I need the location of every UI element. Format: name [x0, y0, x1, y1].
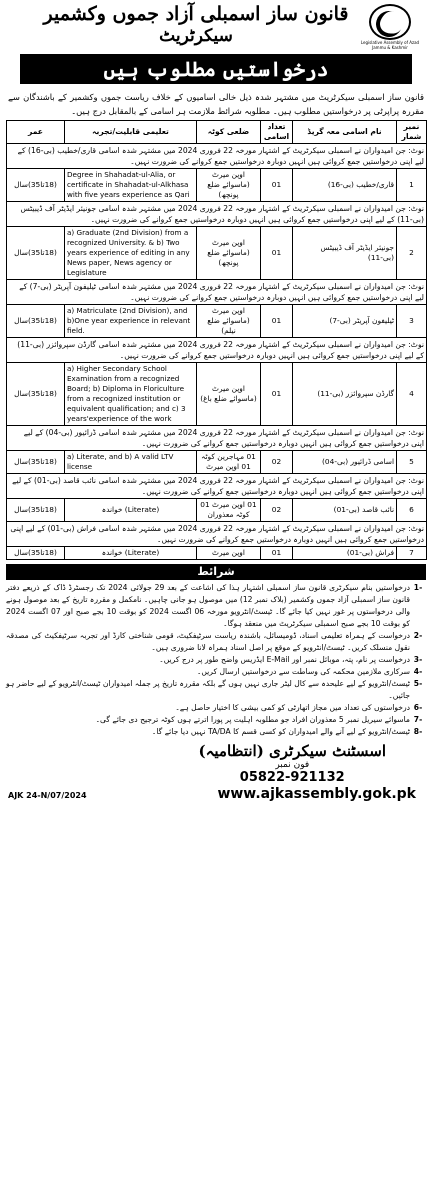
- term-number: -2: [413, 631, 423, 640]
- section-title: شرائط: [6, 564, 426, 580]
- term-item: [6, 726, 426, 738]
- intro-paragraph: قانون ساز اسمبلی سیکرٹریٹ میں مشتہر شدہ ذیل خالی اسامیوں کے خلاف ریاست جموں وکشمیر کے باشندگان سے مقررہ پراپرٹی پر درخواستیں مطلوب ہیں۔ مطلوبہ شرائط ملازمت ہر اسامی کے بالمقابل درج ہیں۔: [8, 92, 424, 116]
- footer: [6, 740, 426, 804]
- serial-cell: 5: [397, 451, 427, 474]
- post-cell: جونیئر ایڈیٹر آف ڈیبیٹس (بی-11): [293, 227, 397, 280]
- term-text: درخواست کے ہمراہ تعلیمی اسناد، ڈومیسائل، باشندہ ریاست سرٹیفکیٹ، قومی شناختی کارڈ اور تجربہ سرٹیفکیٹ کی مصدقہ نقول منسلک کریں۔ ٹیسٹ/انٹرویو کے موقع پر اصل اسناد ہمراہ لانا ضروری ہیں۔: [6, 631, 410, 652]
- post-cell: نائب قاصد (بی-01): [293, 499, 397, 522]
- table-body: [7, 144, 427, 560]
- term-number: -3: [413, 655, 423, 664]
- vacancy-table: [6, 120, 427, 560]
- terms-list: [6, 582, 426, 738]
- term-item: [6, 678, 426, 702]
- qualification-cell: (Literate) خواندہ: [65, 547, 197, 560]
- reference-number: AJK 24-N/07/2024: [8, 791, 87, 800]
- serial-cell: 6: [397, 499, 427, 522]
- serial-cell: 7: [397, 547, 427, 560]
- note-text: نوٹ: جن امیدواران نے اسمبلی سیکرٹریٹ کے اشتہار مورخہ 22 فروری 2024 میں مشتہر شدہ اسامی جونیئر ایڈیٹر آف ڈیبیٹس (بی-11) کے لیے اپنی درخواستیں جمع کروائی ہیں انہیں دوبارہ درخواستیں جمع کروانے کی ضرورت نہیں۔: [7, 202, 427, 227]
- header-count: تعداد اسامی: [261, 121, 293, 144]
- post-cell: گارڈن سپروائزر (بی-11): [293, 363, 397, 426]
- website-link[interactable]: www.ajkassembly.gok.pk: [217, 786, 416, 802]
- note-row: [7, 144, 427, 169]
- table-row: [7, 363, 427, 426]
- note-row: [7, 338, 427, 363]
- term-number: -8: [413, 727, 423, 736]
- note-row: [7, 202, 427, 227]
- qualification-cell: (Literate) خواندہ: [65, 499, 197, 522]
- serial-cell: 4: [397, 363, 427, 426]
- term-item: [6, 582, 426, 630]
- table-row: [7, 547, 427, 560]
- term-number: -7: [413, 715, 423, 724]
- crescent-logo-icon: [369, 4, 411, 40]
- table-row: [7, 227, 427, 280]
- term-text: ٹیسٹ/انٹرویو کے لیے آنے والے امیدواران کو کسی قسم کا TA/DA نہیں دیا جائے گا۔: [151, 727, 410, 736]
- post-cell: فراش (بی-01): [293, 547, 397, 560]
- term-item: [6, 630, 426, 654]
- signature-block: [199, 742, 386, 785]
- term-number: -5: [413, 679, 423, 688]
- quota-cell: 01 مہاجرین کوٹہ 01 اوپن میرٹ: [197, 451, 261, 474]
- qualification-cell: Degree in Shahadat-ul-Alia, or certificate in Shahadat-ul-Alkhasa with five years experience as Qari: [65, 169, 197, 202]
- age-cell: (18تا35)سال: [7, 451, 65, 474]
- term-number: -4: [413, 667, 423, 676]
- logo-caption: Legislative Assembly of Azad Jammu & Kashmir: [360, 40, 420, 50]
- signatory-title: اسسٹنٹ سیکرٹری (انتظامیہ): [198, 742, 386, 760]
- note-text: نوٹ: جن امیدواران نے اسمبلی سیکرٹریٹ کے اشتہار مورخہ 22 فروری 2024 میں مشتہر شدہ اسامی قاری/خطیب (بی-16) کے لیے اپنی درخواستیں جمع کروائی ہیں انہیں دوبارہ درخواستیں جمع کروانے کی ضرورت نہیں۔: [7, 144, 427, 169]
- term-item: [6, 714, 426, 726]
- term-number: -1: [413, 583, 423, 592]
- count-cell: 01: [261, 547, 293, 560]
- age-cell: (18تا35)سال: [7, 305, 65, 338]
- note-row: [7, 474, 427, 499]
- term-item: [6, 666, 426, 678]
- post-cell: قاری/خطیب (بی-16): [293, 169, 397, 202]
- quota-cell: 01 اوپن میرٹ 01 کوٹہ معذوران: [197, 499, 261, 522]
- term-text: درخواستوں کی تعداد میں مجاز اتھارٹی کو کمی بیشی کا اختیار حاصل ہے۔: [175, 703, 410, 712]
- age-cell: (18تا35)سال: [7, 547, 65, 560]
- note-text: نوٹ: جن امیدواران نے اسمبلی سیکرٹریٹ کے اشتہار مورخہ 22 فروری 2024 میں مشتہر شدہ اسامی گارڈن سپروائزر (بی-11) کے لیے اپنی درخواستیں جمع کروائی ہیں انہیں دوبارہ درخواستیں جمع کروانے کی ضرورت نہیں۔: [7, 338, 427, 363]
- count-cell: 01: [261, 363, 293, 426]
- quota-cell: اوپن میرٹ (ماسوائے ضلع نیلم): [197, 305, 261, 338]
- note-row: [7, 522, 427, 547]
- post-cell: ٹیلیفون آپریٹر (بی-7): [293, 305, 397, 338]
- quota-cell: اوپن میرٹ (ماسوائے ضلع پونچھ): [197, 227, 261, 280]
- phone-label: فون نمبر: [275, 760, 310, 770]
- note-row: [7, 280, 427, 305]
- table-row: [7, 499, 427, 522]
- term-text: ماسوائے سیریل نمبر 5 معذوران افراد جو مطلوبہ اہلیت پر پورا اترتے ہوں کوٹہ ترجیح دی جائے گی۔: [95, 715, 410, 724]
- serial-cell: 2: [397, 227, 427, 280]
- serial-cell: 3: [397, 305, 427, 338]
- age-cell: (18تا35)سال: [7, 227, 65, 280]
- term-text: درخواست پر نام، پتہ، موبائل نمبر اور E-Mail ایڈریس واضح طور پر درج کریں۔: [159, 655, 410, 664]
- age-cell: (18تا35)سال: [7, 363, 65, 426]
- age-cell: (18تا35)سال: [7, 499, 65, 522]
- quota-cell: اوپن میرٹ (ماسوائے ضلع باغ): [197, 363, 261, 426]
- qualification-cell: a) Matriculate (2nd Division), and b)One year experience in relevant field.: [65, 305, 197, 338]
- note-row: [7, 426, 427, 451]
- header: [6, 2, 426, 50]
- note-text: نوٹ: جن امیدواران نے اسمبلی سیکرٹریٹ کے اشتہار مورخہ 22 فروری 2024 میں مشتہر شدہ اسامی فراش (بی-01) کے لیے اپنی درخواستیں جمع کروائی ہیں انہیں دوبارہ درخواستیں جمع کروانے کی ضرورت نہیں۔: [7, 522, 427, 547]
- qualification-cell: a) Literate, and b) A valid LTV license: [65, 451, 197, 474]
- header-post: نام اسامی معہ گریڈ: [293, 121, 397, 144]
- term-text: ٹیسٹ/انٹرویو کے لیے علیحدہ سے کال لیٹر جاری نہیں ہوں گے بلکہ مقررہ تاریخ پر جملہ امیدواران ٹیسٹ/انٹرویو کے لیے حاضر ہو جائیں۔: [6, 679, 410, 700]
- header-quota: ضلعی کوٹہ: [197, 121, 261, 144]
- qualification-cell: a) Higher Secondary School Examination from a recognized Board; b) Diploma in Floriculture from a recognized institution or equivalent qualification; and c) 3 years'experience of the work: [65, 363, 197, 426]
- header-serial: نمبر شمار: [397, 121, 427, 144]
- age-cell: (18تا35)سال: [7, 169, 65, 202]
- term-number: -6: [413, 703, 423, 712]
- count-cell: 02: [261, 451, 293, 474]
- table-header-row: [7, 121, 427, 144]
- note-text: نوٹ: جن امیدواران نے اسمبلی سیکرٹریٹ کے اشتہار مورخہ 22 فروری 2024 میں مشتہر شدہ اسامی ٹیلیفون آپریٹر (بی-7) کے لیے اپنی درخواستیں جمع کروائی ہیں انہیں دوبارہ درخواستیں جمع کروانے کی ضرورت نہیں۔: [7, 280, 427, 305]
- term-item: [6, 654, 426, 666]
- serial-cell: 1: [397, 169, 427, 202]
- post-cell: اسامی ڈرائیور (بی-04): [293, 451, 397, 474]
- banner-title: درخواستیں مطلوب ہیں: [20, 54, 412, 84]
- count-cell: 02: [261, 499, 293, 522]
- table-row: [7, 169, 427, 202]
- count-cell: 01: [261, 227, 293, 280]
- header-qualification: تعلیمی قابلیت/تجربہ: [65, 121, 197, 144]
- qualification-cell: a) Graduate (2nd Division) from a recognized University. & b) Two years experience of editing in any News paper, News agency or Legislature: [65, 227, 197, 280]
- term-text: درخواستیں بنام سیکرٹری قانون ساز اسمبلی اشتہار ہذا کی اشاعت کے بعد 29 جولائی 2024 تک رجسٹرڈ ڈاک کے ذریعے دفتر قانون ساز اسمبلی آزاد جموں وکشمیر (بلاک نمبر 12) میں موصول ہو جانی چاہیں۔ نامکمل و مقررہ تاریخ کے بعد موصول ہونے والی درخواستوں پر غور نہیں کیا جائے گا۔ ٹیسٹ/انٹرویو مورخہ 06 اگست 2024 کو بوقت 10 بجے صبح اور 07 اگست 2024 کو بوقت 10 بجے صبح اسمبلی سیکرٹریٹ میں منعقد ہوگا۔: [6, 583, 410, 628]
- assembly-logo: [360, 4, 420, 48]
- table-row: [7, 305, 427, 338]
- quota-cell: اوپن میرٹ (ماسوائے ضلع پونچھ): [197, 169, 261, 202]
- count-cell: 01: [261, 169, 293, 202]
- header-subtitle: سیکرٹریٹ: [159, 26, 233, 46]
- term-item: [6, 702, 426, 714]
- quota-cell: اوپن میرٹ: [197, 547, 261, 560]
- term-text: سرکاری ملازمین محکمہ کی وساطت سے درخواستیں ارسال کریں۔: [196, 667, 410, 676]
- note-text: نوٹ: جن امیدواران نے اسمبلی سیکرٹریٹ کے اشتہار مورخہ 22 فروری 2024 میں مشتہر شدہ اسامی ڈرائیور (بی-04) کے لیے اپنی درخواستیں جمع کروائی ہیں انہیں دوبارہ درخواستیں جمع کروانے کی ضرورت نہیں۔: [7, 426, 427, 451]
- count-cell: 01: [261, 305, 293, 338]
- table-row: [7, 451, 427, 474]
- header-age: عمر: [7, 121, 65, 144]
- phone-number: 05822-921132: [239, 770, 345, 785]
- note-text: نوٹ: جن امیدواران نے اسمبلی سیکرٹریٹ کے اشتہار مورخہ 22 فروری 2024 میں مشتہر شدہ اسامی نائب قاصد (بی-01) کے لیے اپنی درخواستیں جمع کروائی ہیں انہیں دوبارہ درخواستیں جمع کروانے کی ضرورت نہیں۔: [7, 474, 427, 499]
- header-title: قانون ساز اسمبلی آزاد جموں وکشمیر: [43, 3, 349, 25]
